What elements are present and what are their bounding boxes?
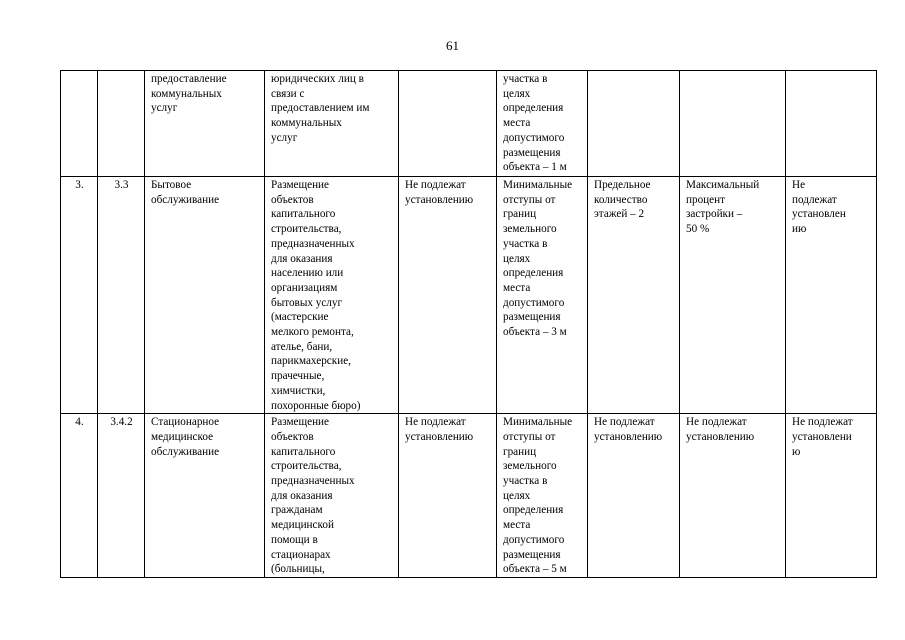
table-row — [61, 177, 877, 414]
page-number: 61 — [446, 38, 459, 53]
coverage-cell: Не подлежат установлению — [680, 414, 786, 578]
floors-cell: Предельное количество этажей – 2 — [588, 177, 680, 414]
use-code-cell: 3.4.2 — [98, 414, 145, 578]
row-number-cell: 3. — [61, 177, 98, 414]
use-name-cell: Стационарное медицинское обслуживание — [145, 414, 265, 578]
use-code-cell: 3.3 — [98, 177, 145, 414]
coverage-cell — [680, 71, 786, 177]
other-restrictions-cell: Не подлежат установлен ию — [786, 177, 877, 414]
other-restrictions-cell: Не подлежат установлени ю — [786, 414, 877, 578]
use-code-cell — [98, 71, 145, 177]
coverage-cell: Максимальный процент застройки – 50 % — [680, 177, 786, 414]
setbacks-cell: Минимальные отступы от границ земельного участка в целях определения места допустимого размещения объекта – 3 м — [497, 177, 588, 414]
row-number-cell — [61, 71, 98, 177]
use-name-cell: предоставление коммунальных услуг — [145, 71, 265, 177]
row-number-cell: 4. — [61, 414, 98, 578]
min-area-cell: Не подлежат установлению — [399, 177, 497, 414]
use-description-cell: Размещение объектов капитального строительства, предназначенных для оказания гражданам медицинской помощи в стационарах (больницы, — [265, 414, 399, 578]
other-restrictions-cell — [786, 71, 877, 177]
setbacks-cell: участка в целях определения места допустимого размещения объекта – 1 м — [497, 71, 588, 177]
min-area-cell — [399, 71, 497, 177]
setbacks-cell: Минимальные отступы от границ земельного участка в целях определения места допустимого размещения объекта – 5 м — [497, 414, 588, 578]
use-name-cell: Бытовое обслуживание — [145, 177, 265, 414]
table-row — [61, 71, 877, 177]
use-description-cell: юридических лиц в связи с предоставлением им коммунальных услуг — [265, 71, 399, 177]
floors-cell: Не подлежат установлению — [588, 414, 680, 578]
min-area-cell: Не подлежат установлению — [399, 414, 497, 578]
table-row — [61, 414, 877, 578]
use-description-cell: Размещение объектов капитального строительства, предназначенных для оказания населению или организациям бытовых услуг (мастерские мелкого ремонта, ателье, бани, парикмахерские, прачечные, химчистки, похоронные бюро) — [265, 177, 399, 414]
zoning-regulations-table — [60, 70, 877, 578]
floors-cell — [588, 71, 680, 177]
